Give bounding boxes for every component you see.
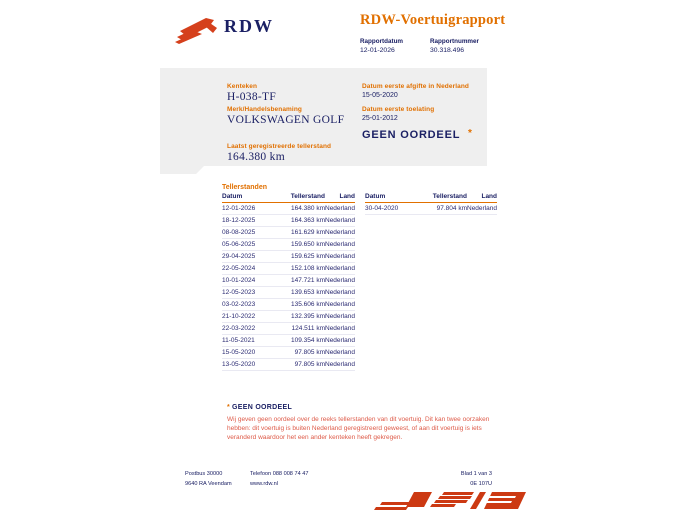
table-cell: Nederland [325,358,355,370]
table-cell: Nederland [325,298,355,310]
footer-address-line2: 9640 RA Veendam [185,481,232,487]
table-row [222,250,355,262]
table-cell: 12-05-2023 [222,286,280,298]
table-row [222,358,355,370]
tellerstanden-section-title: Tellerstanden [222,184,267,191]
column-header-tellerstand: Tellerstand [422,193,467,203]
footer-website: www.rdw.nl [250,481,278,487]
table-row [222,310,355,322]
table-cell: 159.650 km [280,238,325,250]
table-cell: 29-04-2025 [222,250,280,262]
oordeel-status: GEEN OORDEEL [362,129,461,141]
column-header-tellerstand: Tellerstand [280,193,325,203]
eerste-afgifte-value: 15-05-2020 [362,92,398,99]
report-number-value: 30.318.496 [430,47,465,54]
table-cell: 10-01-2024 [222,274,280,286]
table-cell: Nederland [325,286,355,298]
footnote-explanation: Wij geven geen oordeel over de reeks tellerstanden van dit voertuig. Dit kan twee oorzaken hebben: dit voertuig is buiten Nederland geregistreerd geweest, of aan dit voertuig is iets veranderd waardoor het een ander kenteken heeft gekregen. [227,416,490,441]
kenteken-label: Kenteken [227,83,258,90]
column-header-land: Land [325,193,355,203]
laatste-tellerstand-label: Laatst geregistreerde tellerstand [227,143,332,150]
tellerstanden-table-left [222,193,355,371]
table-row [222,346,355,358]
column-header-datum: Datum [365,193,422,203]
table-cell: 109.354 km [280,334,325,346]
table-cell: 152.108 km [280,262,325,274]
table-row [222,334,355,346]
table-cell: 135.606 km [280,298,325,310]
table-row [222,262,355,274]
merk-label: Merk/Handelsbenaming [227,106,302,113]
merk-value: VOLKSWAGEN GOLF [227,114,345,126]
table-cell: 22-05-2024 [222,262,280,274]
footer-page-number: Blad 1 van 3 [460,471,492,477]
table-cell: 97.805 km [280,358,325,370]
table-cell: 18-12-2025 [222,214,280,226]
report-date-label: Rapportdatum [360,38,404,45]
table-cell: 164.380 km [280,203,325,215]
table-row [222,274,355,286]
table-cell: Nederland [325,346,355,358]
table-cell: Nederland [325,226,355,238]
footer-phone: Telefoon 088 008 74 47 [250,471,309,477]
table-cell: 13-05-2020 [222,358,280,370]
footnote-title [227,404,292,411]
table-cell: 132.395 km [280,310,325,322]
table-row [222,214,355,226]
table-row [222,226,355,238]
table-cell: Nederland [467,203,497,215]
table-cell: 22-03-2022 [222,322,280,334]
page-title: RDW-Voertuigrapport [360,12,506,28]
table-cell: 15-05-2020 [222,346,280,358]
table-cell: 164.363 km [280,214,325,226]
table-cell: 03-02-2023 [222,298,280,310]
footnote-marker: * [227,404,231,411]
table-cell: Nederland [325,310,355,322]
table-cell: 97.804 km [422,203,467,215]
table-cell: Nederland [325,238,355,250]
table-row [222,286,355,298]
column-header-datum: Datum [222,193,280,203]
footer-contact [250,469,308,489]
table-cell: Nederland [325,274,355,286]
table-row [222,322,355,334]
footer-address [185,469,232,489]
footer-page-info [392,469,492,489]
table-header-row [222,193,355,203]
table-row [222,238,355,250]
report-number-label: Rapportnummer [430,38,479,45]
eerste-toelating-label: Datum eerste toelating [362,106,435,113]
table-cell: 30-04-2020 [365,203,422,215]
eerste-afgifte-label: Datum eerste afgifte in Nederland [362,83,469,90]
footer-form-code: 0E 107U [470,481,492,487]
footnote-title-text: GEEN OORDEEL [232,404,293,411]
table-cell: 11-05-2021 [222,334,280,346]
table-row [222,298,355,310]
oordeel-footnote-marker: * [468,128,472,139]
table-row [365,203,497,215]
laatste-tellerstand-value: 164.380 km [227,151,285,163]
table-cell: 147.721 km [280,274,325,286]
speed-stripes-icon [368,487,528,513]
eerste-toelating-value: 25-01-2012 [362,115,398,122]
table-header-row [365,193,497,203]
table-cell: Nederland [325,203,355,215]
tellerstanden-table-right [365,193,497,215]
table-cell: Nederland [325,334,355,346]
table-cell: 12-01-2026 [222,203,280,215]
report-date-value: 12-01-2026 [360,47,395,54]
table-cell: 97.805 km [280,346,325,358]
table-cell: 05-06-2025 [222,238,280,250]
table-cell: 21-10-2022 [222,310,280,322]
table-cell: Nederland [325,250,355,262]
footer-address-line1: Postbus 30000 [185,471,223,477]
table-cell: 124.511 km [280,322,325,334]
rdw-wing-icon [174,10,220,44]
table-cell: 139.653 km [280,286,325,298]
rdw-logo-wordmark: RDW [224,16,274,36]
summary-panel-tab [160,166,204,174]
kenteken-value: H-038-TF [227,91,277,103]
table-cell: 08-08-2025 [222,226,280,238]
table-cell: Nederland [325,214,355,226]
table-cell: 161.629 km [280,226,325,238]
table-cell: Nederland [325,262,355,274]
table-row [222,203,355,215]
column-header-land: Land [467,193,497,203]
table-cell: Nederland [325,322,355,334]
table-cell: 159.625 km [280,250,325,262]
